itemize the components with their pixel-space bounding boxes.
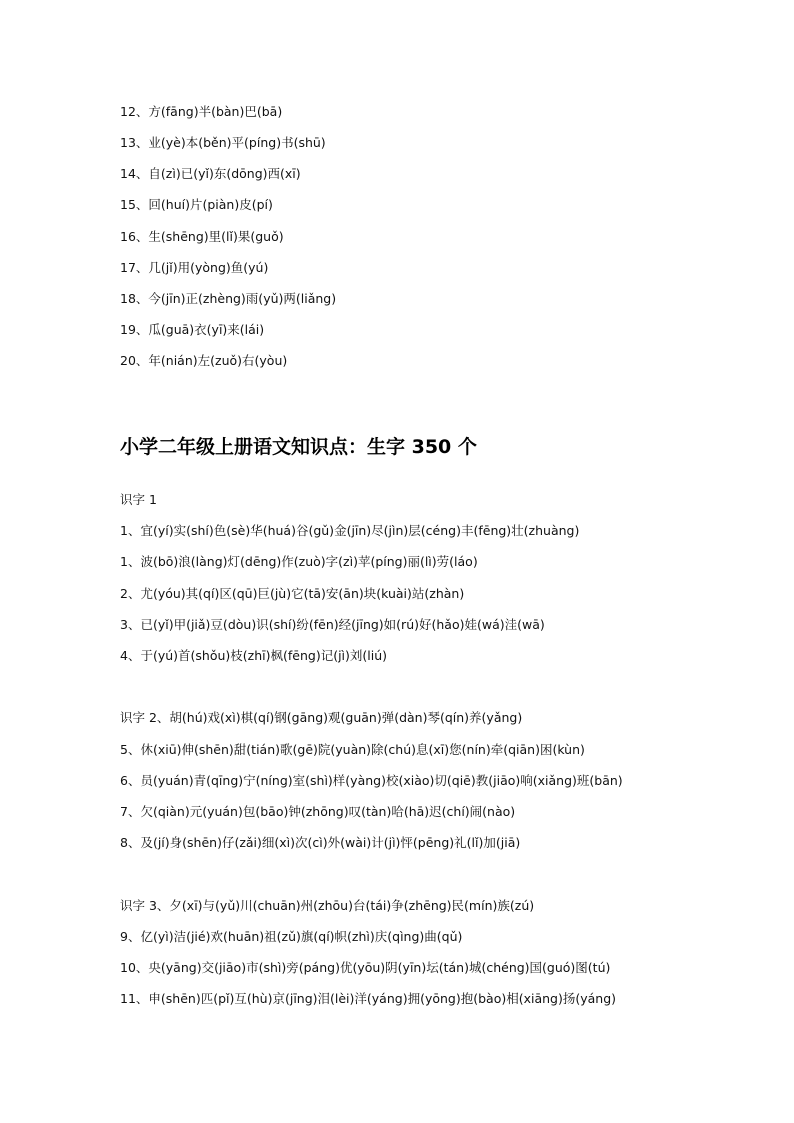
- list-item: 5、休(xiū)伸(shēn)甜(tián)歌(gē)院(yuàn)除(chú)息(xī)您(nín)牵(qiān)困(kùn): [120, 742, 585, 757]
- list-item: 4、于(yú)首(shǒu)枝(zhī)枫(fēng)记(jì)刘(liú): [120, 648, 388, 663]
- list-item: 18、今(jīn)正(zhèng)雨(yǔ)两(liǎng): [120, 291, 337, 306]
- list-item: 20、年(nián)左(zuǒ)右(yòu): [120, 353, 288, 368]
- list-item: 1、波(bō)浪(làng)灯(dēng)作(zuò)字(zì)苹(píng)丽(lì)劳(láo): [120, 554, 478, 569]
- subsection-title: 识字 1: [120, 492, 157, 507]
- list-item: 13、业(yè)本(běn)平(píng)书(shū): [120, 135, 326, 150]
- list-item: 11、申(shēn)匹(pǐ)互(hù)京(jīng)泪(lèi)洋(yáng)拥(yōng)抱(bào)相(xiāng)扬(yáng): [120, 991, 617, 1006]
- list-item: 19、瓜(guā)衣(yī)来(lái): [120, 322, 265, 337]
- section-heading: 小学二年级上册语文知识点：生字 350 个: [120, 436, 477, 458]
- list-item: 17、几(jǐ)用(yòng)鱼(yú): [120, 260, 269, 275]
- list-item: 7、欠(qiàn)元(yuán)包(bāo)钟(zhōng)叹(tàn)哈(hā)迟(chí)闹(nào): [120, 804, 516, 819]
- list-item: 2、尤(yóu)其(qí)区(qū)巨(jù)它(tā)安(ān)块(kuài)站(zhàn): [120, 586, 465, 601]
- list-item: 9、亿(yì)洁(jié)欢(huān)祖(zǔ)旗(qí)帜(zhì)庆(qìng)曲(qǔ): [120, 929, 463, 944]
- list-item: 14、自(zì)已(yǐ)东(dōng)西(xī): [120, 166, 301, 181]
- subsection-title: 识字 2、胡(hú)戏(xì)棋(qí)钢(gāng)观(guān)弹(dàn)琴(qín)养(yǎng): [120, 710, 523, 725]
- list-item: 8、及(jí)身(shēn)仔(zǎi)细(xì)次(cì)外(wài)计(jì)怦(pēng)礼(lǐ)加(jiā): [120, 835, 521, 850]
- list-item: 1、宜(yí)实(shí)色(sè)华(huá)谷(gǔ)金(jīn)尽(jìn)层(céng)丰(fēng)壮(zhuàng): [120, 523, 580, 538]
- list-item: 12、方(fāng)半(bàn)巴(bā): [120, 104, 283, 119]
- list-item: 10、央(yāng)交(jiāo)市(shì)旁(páng)优(yōu)阴(yīn)坛(tán)城(chéng)国(guó)图(tú): [120, 960, 611, 975]
- list-item: 6、员(yuán)青(qīng)宁(níng)室(shì)样(yàng)校(xiào)切(qiē)教(jiāo)响(xiǎng)班(bān): [120, 773, 623, 788]
- list-item: 16、生(shēng)里(lǐ)果(guǒ): [120, 229, 284, 244]
- list-item: 3、已(yǐ)甲(jiǎ)豆(dòu)识(shí)纷(fēn)经(jīng)如(rú)好(hǎo)娃(wá)洼(wā): [120, 617, 545, 632]
- list-item: 15、回(huí)片(piàn)皮(pí): [120, 197, 273, 212]
- subsection-title: 识字 3、夕(xī)与(yǔ)川(chuān)州(zhōu)台(tái)争(zhēng)民(mín)族(zú): [120, 898, 535, 913]
